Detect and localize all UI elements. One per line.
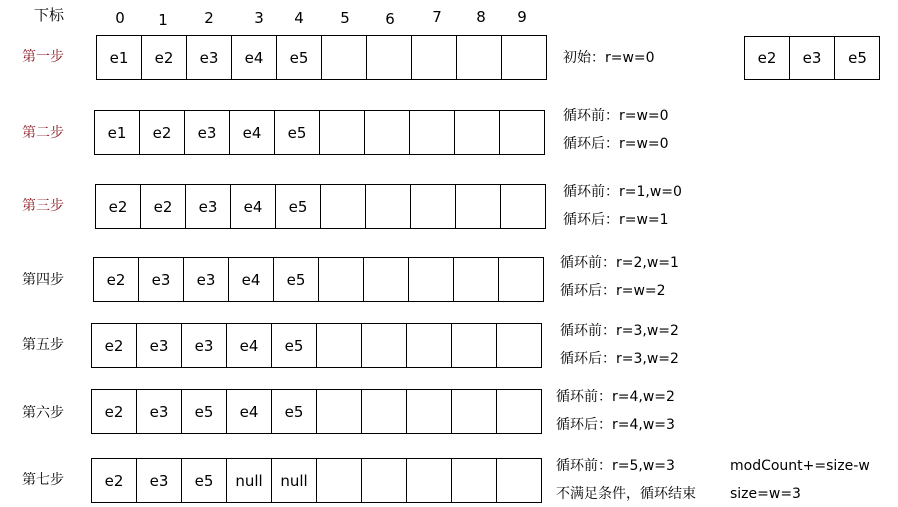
- array-cell: [317, 459, 362, 502]
- step-label: 第七步: [22, 472, 64, 488]
- step-note: 循环后：r=w=0: [563, 136, 669, 152]
- array-row: [96, 35, 547, 80]
- array-cell: e5: [275, 111, 320, 154]
- array-cell: [452, 324, 497, 367]
- array-cell: [317, 390, 362, 433]
- array-cell: e5: [276, 185, 321, 228]
- array-cell: [320, 111, 365, 154]
- array-cell: [317, 324, 362, 367]
- array-cell: e4: [229, 258, 274, 301]
- array-cell: [454, 258, 499, 301]
- array-cell: e2: [141, 185, 186, 228]
- index-label: 2: [204, 9, 214, 27]
- array-row: [93, 257, 544, 302]
- array-cell: [457, 36, 502, 79]
- array-cell: [452, 459, 497, 502]
- array-cell: [499, 258, 544, 301]
- index-label: 5: [340, 9, 350, 27]
- array-row: [95, 184, 546, 229]
- array-cell: e1: [97, 36, 142, 79]
- array-cell: e2: [745, 37, 790, 79]
- step-note: 循环前：r=3,w=2: [560, 323, 679, 339]
- step-label: 第五步: [22, 337, 64, 353]
- array-cell: e4: [227, 324, 272, 367]
- array-cell: [456, 185, 501, 228]
- array-row: [91, 458, 542, 503]
- index-label: 4: [294, 9, 304, 27]
- step-note: 不满足条件，循环结束: [556, 486, 696, 502]
- step-note: 循环前：r=2,w=1: [560, 255, 679, 271]
- index-label: 9: [517, 8, 527, 26]
- array-cell: e2: [142, 36, 187, 79]
- array-cell: null: [227, 459, 272, 502]
- array-cell: [321, 185, 366, 228]
- step-note: 循环前：r=5,w=3: [556, 458, 675, 474]
- array-cell: e2: [92, 459, 137, 502]
- array-cell: e2: [94, 258, 139, 301]
- array-cell: e5: [272, 324, 317, 367]
- array-cell: [455, 111, 500, 154]
- array-cell: [365, 111, 410, 154]
- array-cell: e3: [184, 258, 229, 301]
- step-note: 循环前：r=1,w=0: [563, 184, 682, 200]
- array-cell: e2: [92, 324, 137, 367]
- array-cell: [407, 390, 452, 433]
- step-note: 循环后：r=3,w=2: [560, 351, 679, 367]
- array-cell: e5: [848, 49, 867, 67]
- step-note: 循环后：r=w=1: [563, 212, 669, 228]
- summary-line: modCount+=size-w: [730, 458, 870, 474]
- array-cell: [319, 258, 364, 301]
- array-cell: [411, 185, 456, 228]
- array-cell: [410, 111, 455, 154]
- array-cell: [364, 258, 409, 301]
- step-label: 第六步: [22, 405, 64, 421]
- array-cell: [497, 459, 542, 502]
- step-note: 循环前：r=4,w=2: [556, 389, 675, 405]
- array-cell: e3: [185, 111, 230, 154]
- array-cell: e1: [95, 111, 140, 154]
- array-cell: [407, 459, 452, 502]
- array-cell: [362, 324, 407, 367]
- array-cell: e5: [182, 390, 227, 433]
- array-cell: e5: [277, 36, 322, 79]
- array-cell: [407, 324, 452, 367]
- summary-line: size=w=3: [730, 486, 801, 502]
- array-cell: [367, 36, 412, 79]
- index-label: 7: [432, 8, 442, 26]
- index-label: 0: [115, 9, 125, 27]
- index-header-label: 下标: [34, 6, 65, 24]
- array-cell: [362, 459, 407, 502]
- index-label: 6: [385, 10, 395, 28]
- array-cell: [502, 36, 547, 79]
- array-cell: e5: [182, 459, 227, 502]
- array-cell: e4: [230, 111, 275, 154]
- array-row: [94, 110, 545, 155]
- array-cell: e2: [96, 185, 141, 228]
- step-note: 循环后：r=4,w=3: [556, 417, 675, 433]
- array-cell: e3: [790, 37, 835, 79]
- array-cell: e3: [137, 324, 182, 367]
- array-cell: e3: [187, 36, 232, 79]
- array-cell: [501, 185, 546, 228]
- index-label: 3: [254, 9, 264, 27]
- array-row: [91, 389, 542, 434]
- array-cell: e2: [92, 390, 137, 433]
- step-label: 第二步: [22, 125, 64, 141]
- index-label: 8: [476, 8, 486, 26]
- array-cell: null: [272, 459, 317, 502]
- array-cell: e4: [227, 390, 272, 433]
- array-cell: e4: [231, 185, 276, 228]
- step-label: 第一步: [22, 49, 64, 65]
- array-cell: e3: [137, 459, 182, 502]
- array-cell: e2: [140, 111, 185, 154]
- step-note: 循环前：r=w=0: [563, 108, 669, 124]
- removal-set-row: [744, 36, 880, 80]
- array-cell: [362, 390, 407, 433]
- array-cell: e3: [137, 390, 182, 433]
- array-cell: [322, 36, 367, 79]
- step-label: 第四步: [22, 272, 64, 288]
- array-cell: [412, 36, 457, 79]
- step-label: 第三步: [22, 198, 64, 214]
- array-cell: e4: [232, 36, 277, 79]
- array-cell: e3: [182, 324, 227, 367]
- array-cell: e5: [272, 390, 317, 433]
- index-label: 1: [158, 11, 168, 29]
- step-note: 循环后：r=w=2: [560, 283, 666, 299]
- array-cell: [500, 111, 545, 154]
- array-row: [91, 323, 542, 368]
- array-cell: [497, 324, 542, 367]
- array-cell: [497, 390, 542, 433]
- array-cell: e3: [186, 185, 231, 228]
- array-cell: [409, 258, 454, 301]
- array-cell: e3: [139, 258, 184, 301]
- array-cell: [452, 390, 497, 433]
- step-note: 初始：r=w=0: [563, 50, 655, 66]
- array-cell: [366, 185, 411, 228]
- array-cell: e5: [274, 258, 319, 301]
